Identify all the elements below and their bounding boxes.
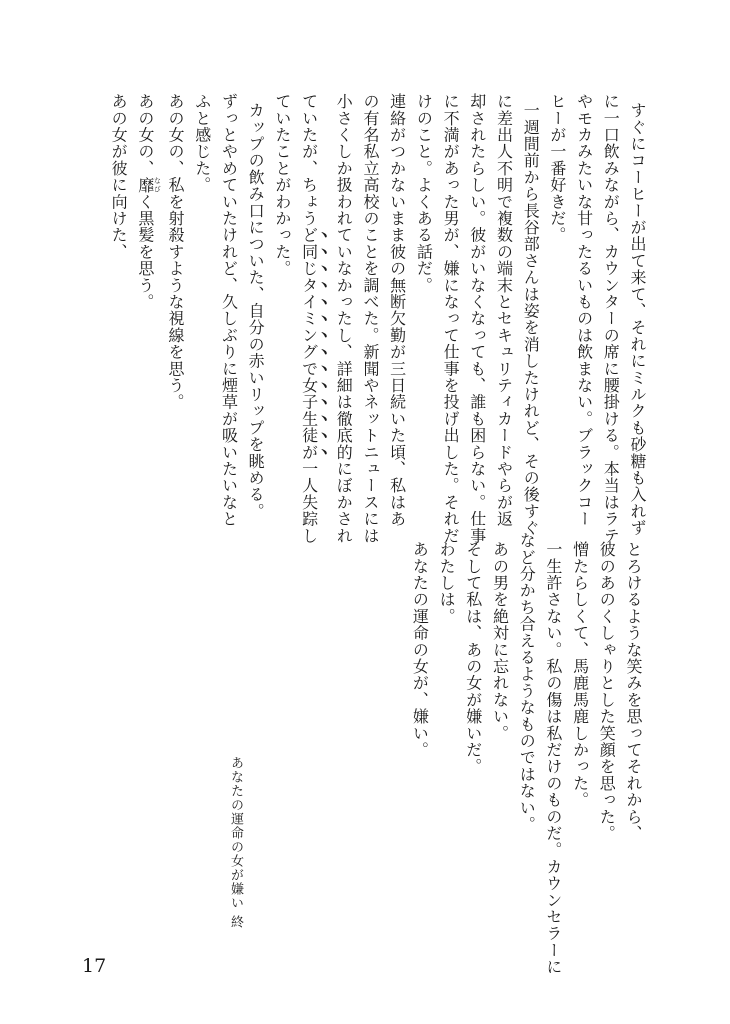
text-line-ruby [131, 93, 161, 523]
text-line: に一口飲みながら、カウンターの席に腰掛ける。本当はラテ [601, 93, 621, 544]
ruby-word [135, 176, 162, 194]
body-text-top [104, 93, 650, 544]
text-line: 連絡がつかないまま彼の無断欠勤が三日続いた頃、私はあ [387, 93, 407, 528]
text-line: 憎たらしくて、馬鹿馬鹿しかった。 [570, 541, 590, 809]
text-line: の有名私立高校のことを調べた。新聞やネットニュースには [360, 93, 380, 544]
text-line: そして私は、あの女が嫌いだ。 [463, 541, 483, 775]
text-line: ていたことがわかった。 [272, 93, 292, 277]
text-line: 一週間前から長谷部さんは姿を消したけれど、その後すぐ [521, 102, 541, 537]
text-line: など分かち合えるようなものではない。 [517, 532, 537, 833]
text: ていたが、ちょう [299, 93, 319, 227]
story-title-footer: あなたの運命の女が嫌い [228, 756, 243, 910]
emphasis-text: ど同じタイミングで女子生徒が [299, 226, 319, 461]
text-line: あの女が彼に向けた、 [109, 93, 129, 260]
text-line: カップの飲み口についた、自分の赤いリップを眺める。 [246, 102, 266, 520]
ruby-reading: なび [153, 176, 162, 194]
text-line: とろけるような笑みを思ってそれから、 [624, 541, 643, 842]
text-line: ずっとやめていたけれど、久しぶりに煙草が吸いたいなと [219, 93, 239, 528]
text: あの女の、 [135, 93, 155, 177]
text-line: 小さくしか扱われていなかったし、詳細は徹底的にぼかされ [334, 93, 354, 544]
text-line: やモカみたいな甘ったるいものは飲まない。ブラックコー [574, 93, 594, 528]
body-text-bottom [406, 532, 646, 976]
text-line: すぐにコーヒーが出て来て、それにミルクも砂糖も入れず [628, 102, 647, 537]
text-line: けのこと。よくある話だ。 [414, 93, 434, 294]
text-line: に不満があった男が、嫌になって仕事を投げ出した。それだ [441, 93, 461, 544]
text-line: ふと感じた。 [192, 93, 212, 194]
text-line: あの女の、私を射殺すような視線を思う。 [166, 93, 186, 411]
ruby-base: 靡 [135, 176, 155, 194]
page-number: 17 [82, 955, 107, 977]
text-line: 一生許さない。私の傷は私だけのものだ。カウンセラーに [543, 541, 563, 976]
text-line: あの男を絶対に忘れない。 [490, 541, 510, 742]
text-line-emphasis [295, 93, 330, 544]
text: 一人失踪し [299, 460, 319, 544]
text-line: に差出人不明で複数の端末とセキュリティカードやらが返 [494, 93, 514, 528]
text-line: わたしは。 [437, 541, 457, 625]
text-line: 彼のあのくしゃりとした笑顔を思った。 [597, 541, 617, 842]
text-line: ヒーが一番好きだ。 [547, 93, 567, 244]
text-line: あなたの運命の女が、嫌い。 [410, 541, 430, 759]
text-line: 却されたらしい。彼がいなくなっても、誰も困らない。仕事 [467, 93, 487, 544]
end-mark: 終 [228, 915, 243, 928]
text: く黒髪を思う。 [135, 193, 155, 311]
